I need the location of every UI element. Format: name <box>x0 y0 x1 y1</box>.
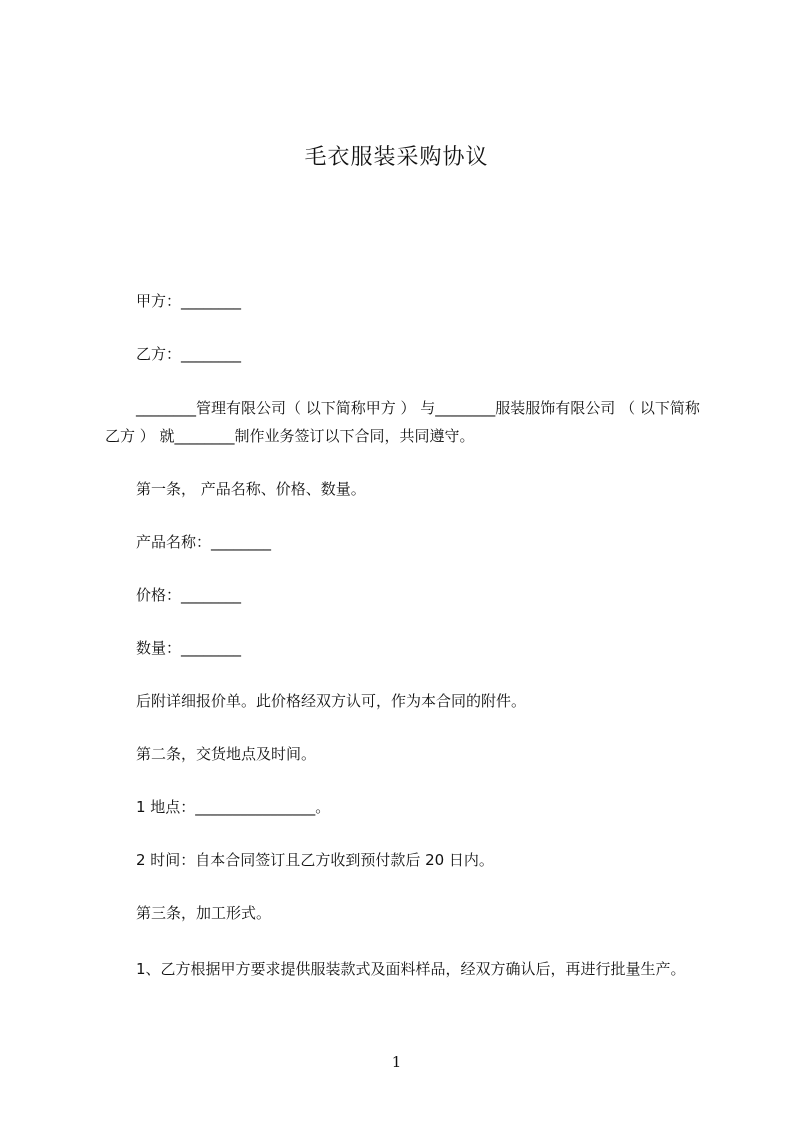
price-line: 价格：________ <box>136 586 242 604</box>
intro-paragraph: ________管理有限公司（ 以下简称甲方 ） 与________服装服饰有限公司 （ 以下简称乙方 ） 就________制作业务签订以下合同，共同遵守。 <box>105 399 700 445</box>
quote-note-line: 后附详细报价单。此价格经双方认可，作为本合同的附件。 <box>136 692 527 710</box>
quantity-line: 数量：________ <box>136 639 242 657</box>
party-a-line: 甲方：________ <box>136 292 242 310</box>
article-2-heading: 第二条，交货地点及时间。 <box>136 745 317 763</box>
delivery-place-line: 1 地点：________________。 <box>136 798 331 816</box>
document-title: 毛衣服装采购协议 <box>304 145 489 170</box>
product-name-line: 产品名称：________ <box>136 533 272 551</box>
delivery-time-line: 2 时间：自本合同签订且乙方收到预付款后 20 日内。 <box>136 851 494 869</box>
page-number: 1 <box>391 1053 402 1071</box>
party-b-line: 乙方：________ <box>136 345 242 363</box>
article-3-heading: 第三条，加工形式。 <box>136 904 272 922</box>
article-1-heading: 第一条， 产品名称、价格、数量。 <box>136 480 366 498</box>
processing-item-1: 1、乙方根据甲方要求提供服装款式及面料样品，经双方确认后，再进行批量生产。 <box>136 960 686 978</box>
